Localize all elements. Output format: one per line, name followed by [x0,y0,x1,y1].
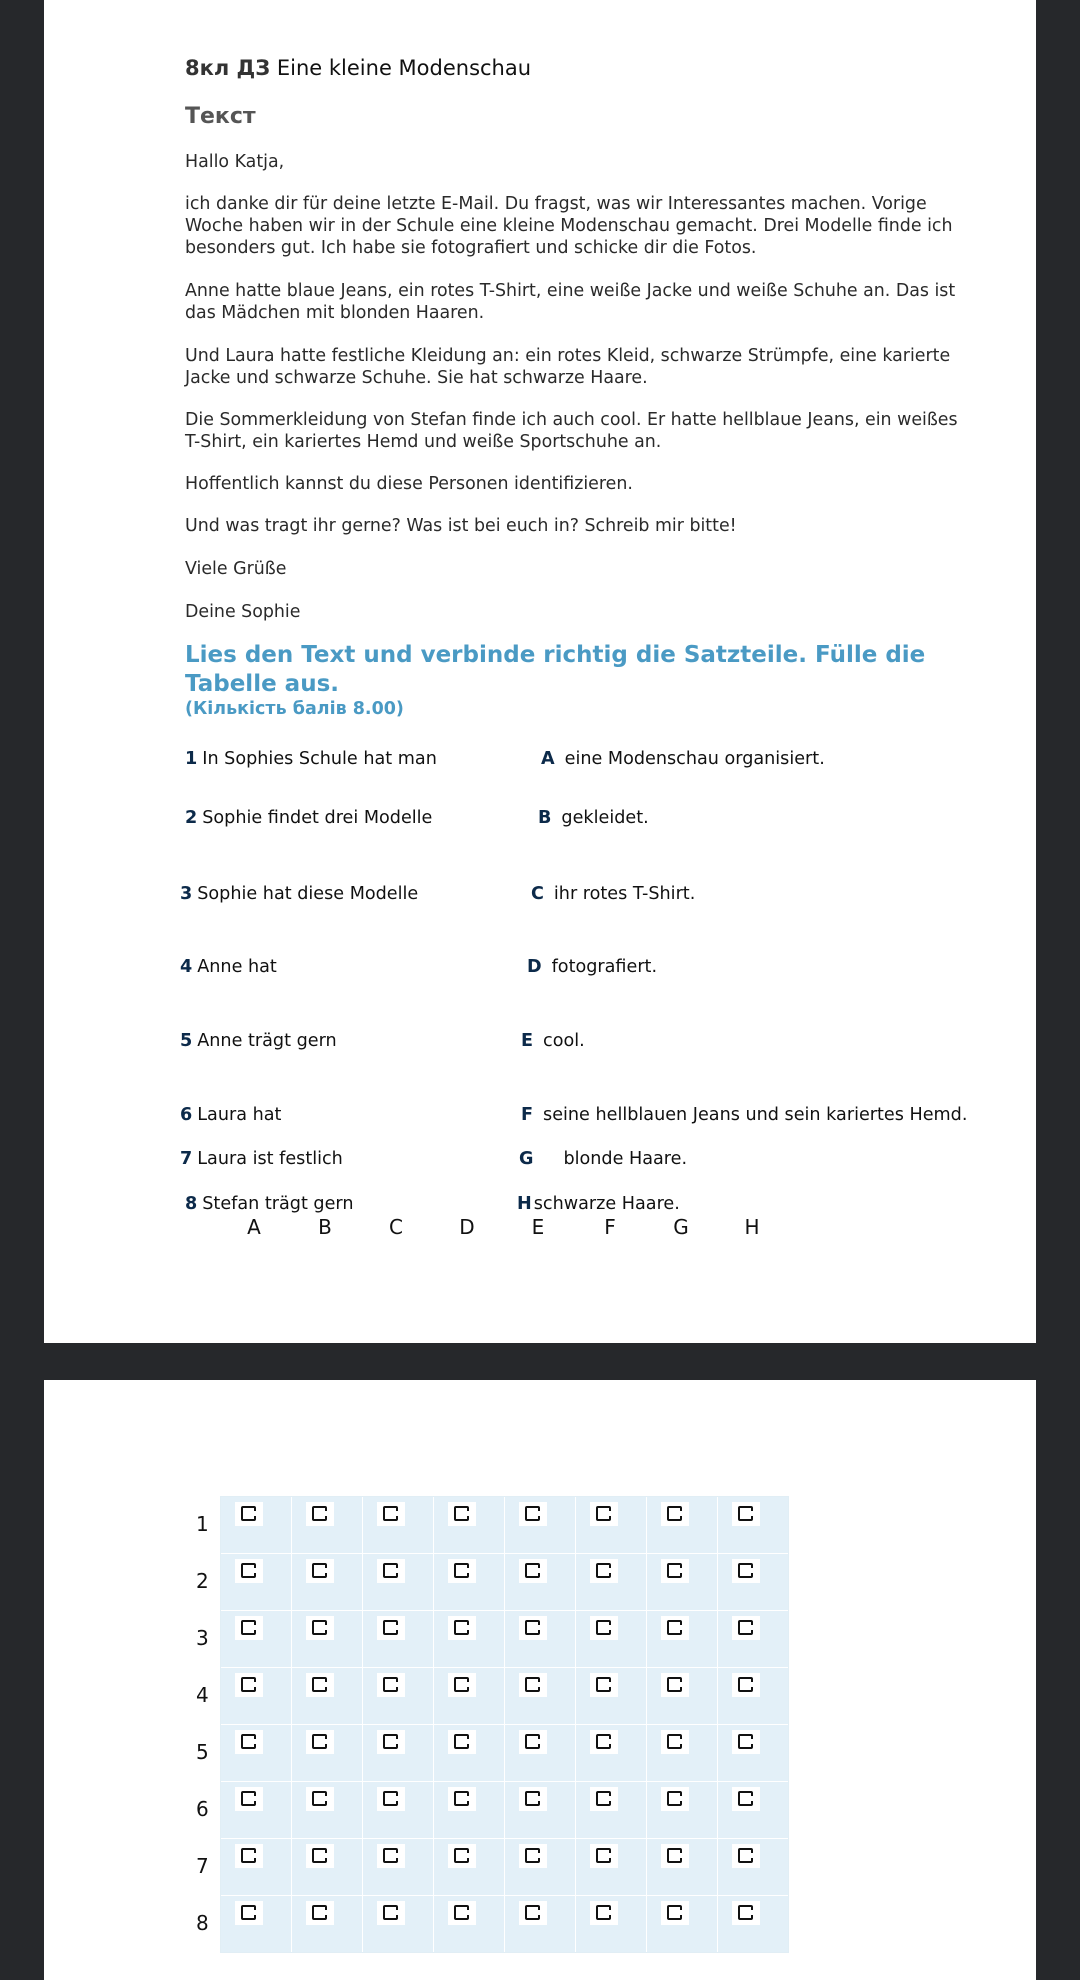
match-right-item: B gekleidet. [538,808,649,828]
answer-checkbox[interactable] [732,1901,760,1925]
letter-paragraph: Und Laura hatte festliche Kleidung an: ein rotes Kleid, schwarze Strümpfe, eine karierte Jacke und schwarze Schuhe. Sie hat schwarze Haare. [185,346,951,388]
answer-checkbox[interactable] [306,1844,334,1868]
checkbox-icon [667,1905,682,1920]
task-points: (Кількість балів 8.00) [185,699,404,719]
answer-cell [576,1896,646,1952]
checkbox-icon [312,1563,327,1578]
checkbox-icon [596,1848,611,1863]
checkbox-icon [454,1506,469,1521]
checkbox-icon [454,1905,469,1920]
row-number: 1 [196,1512,209,1536]
checkbox-icon [667,1677,682,1692]
answer-checkbox[interactable] [732,1616,760,1640]
match-left-item: 3 Sophie hat diese Modelle [180,884,419,904]
match-right-item: A eine Modenschau organisiert. [541,749,825,769]
letter-paragraph: ich danke dir für deine letzte E-Mail. Du fragst, was wir Interessantes machen. Vorige Woche haben wir in der Schule eine kleine Modenschau gemacht. Drei Modelle finde ich besonders gut. Ich habe sie fotografiert und schicke dir die Fotos. [185,194,953,258]
checkbox-icon [667,1506,682,1521]
checkbox-icon [738,1905,753,1920]
answer-checkbox[interactable] [235,1673,263,1697]
answer-cell [576,1497,646,1553]
answer-cell [363,1896,433,1952]
answer-cell [718,1497,788,1553]
answer-checkbox[interactable] [235,1787,263,1811]
checkbox-icon [312,1848,327,1863]
match-right-item: G blonde Haare. [519,1149,688,1169]
answer-cell [647,1668,717,1724]
checkbox-icon [525,1677,540,1692]
answer-checkbox[interactable] [661,1730,689,1754]
row-number: 5 [196,1740,209,1764]
checkbox-icon [596,1506,611,1521]
answer-cell [576,1554,646,1610]
answer-cell [505,1839,575,1895]
row-number: 3 [196,1626,209,1650]
answer-checkbox[interactable] [590,1787,618,1811]
column-letter: B [318,1215,332,1239]
match-right-item: D fotografiert. [527,957,658,977]
checkbox-icon [525,1848,540,1863]
checkbox-icon [738,1677,753,1692]
answer-cell [363,1839,433,1895]
answer-checkbox[interactable] [306,1502,334,1526]
answer-checkbox[interactable] [661,1673,689,1697]
checkbox-icon [383,1905,398,1920]
answer-cell [718,1611,788,1667]
answer-table [220,1496,789,1953]
match-left-item: 8 Stefan trägt gern [185,1194,354,1214]
answer-cell [576,1611,646,1667]
answer-cell [221,1782,291,1838]
answer-checkbox[interactable] [448,1844,476,1868]
checkbox-icon [738,1563,753,1578]
checkbox-icon [738,1791,753,1806]
answer-checkbox[interactable] [661,1616,689,1640]
answer-checkbox[interactable] [732,1673,760,1697]
checkbox-icon [383,1506,398,1521]
match-left-item: 6 Laura hat [180,1105,282,1125]
match-left-item: 1 In Sophies Schule hat man [185,749,437,769]
answer-checkbox[interactable] [519,1844,547,1868]
answer-checkbox[interactable] [235,1502,263,1526]
section-heading: Текст [185,104,256,129]
answer-checkbox[interactable] [519,1559,547,1583]
answer-checkbox[interactable] [306,1673,334,1697]
answer-cell [647,1782,717,1838]
answer-cell [292,1554,362,1610]
checkbox-icon [525,1734,540,1749]
answer-cell [221,1839,291,1895]
answer-cell [363,1611,433,1667]
answer-checkbox[interactable] [590,1559,618,1583]
answer-checkbox[interactable] [306,1730,334,1754]
answer-cell [363,1782,433,1838]
checkbox-icon [667,1791,682,1806]
checkbox-icon [383,1677,398,1692]
checkbox-icon [312,1791,327,1806]
checkbox-icon [454,1563,469,1578]
answer-cell [718,1725,788,1781]
row-number: 7 [196,1854,209,1878]
checkbox-icon [667,1620,682,1635]
answer-cell [718,1668,788,1724]
answer-checkbox[interactable] [732,1502,760,1526]
answer-cell [221,1611,291,1667]
answer-cell [363,1725,433,1781]
answer-cell [576,1668,646,1724]
checkbox-icon [738,1734,753,1749]
answer-checkbox[interactable] [377,1616,405,1640]
checkbox-icon [738,1848,753,1863]
answer-cell [647,1554,717,1610]
column-letter: C [389,1215,403,1239]
answer-cell [221,1668,291,1724]
checkbox-icon [667,1848,682,1863]
checkbox-icon [241,1563,256,1578]
answer-checkbox[interactable] [448,1559,476,1583]
answer-cell [505,1725,575,1781]
letter-closing: Viele Grüße [185,559,287,579]
answer-cell [576,1782,646,1838]
checkbox-icon [454,1677,469,1692]
answer-cell [221,1554,291,1610]
answer-checkbox[interactable] [519,1901,547,1925]
answer-checkbox[interactable] [235,1616,263,1640]
match-left-item: 4 Anne hat [180,957,277,977]
answer-checkbox[interactable] [377,1901,405,1925]
answer-checkbox[interactable] [661,1844,689,1868]
answer-cell [292,1896,362,1952]
answer-checkbox[interactable] [377,1730,405,1754]
column-letter: A [247,1215,261,1239]
checkbox-icon [241,1848,256,1863]
row-number: 2 [196,1569,209,1593]
match-right-item: F seine hellblauen Jeans und sein kariertes Hemd. [521,1105,968,1125]
answer-cell [292,1668,362,1724]
answer-cell [505,1668,575,1724]
answer-checkbox[interactable] [235,1559,263,1583]
answer-cell [434,1611,504,1667]
answer-cell [647,1611,717,1667]
column-letter: G [673,1215,689,1239]
letter-paragraph: Die Sommerkleidung von Stefan finde ich auch cool. Er hatte hellblaue Jeans, ein weißes T-Shirt, ein kariertes Hemd und weiße Sportschuhe an. [185,410,958,452]
answer-checkbox[interactable] [377,1673,405,1697]
answer-cell [718,1554,788,1610]
answer-checkbox[interactable] [448,1787,476,1811]
match-left-item: 7 Laura ist festlich [180,1149,343,1169]
checkbox-icon [596,1620,611,1635]
match-right-item: E cool. [521,1031,585,1051]
letter-signature: Deine Sophie [185,602,301,622]
answer-checkbox[interactable] [235,1901,263,1925]
checkbox-icon [667,1563,682,1578]
task-title: Lies den Text und verbinde richtig die Satzteile. Fülle die Tabelle aus. [185,642,926,697]
answer-checkbox[interactable] [590,1616,618,1640]
answer-checkbox[interactable] [377,1844,405,1868]
page-title: 8кл ДЗ Eine kleine Modenschau [185,56,532,80]
answer-checkbox[interactable] [235,1844,263,1868]
checkbox-icon [241,1620,256,1635]
answer-checkbox[interactable] [235,1730,263,1754]
answer-cell [434,1554,504,1610]
checkbox-icon [383,1563,398,1578]
answer-cell [434,1725,504,1781]
answer-checkbox[interactable] [732,1787,760,1811]
answer-cell [292,1839,362,1895]
answer-cell [221,1896,291,1952]
answer-checkbox[interactable] [590,1502,618,1526]
answer-checkbox[interactable] [306,1616,334,1640]
checkbox-icon [241,1677,256,1692]
checkbox-icon [525,1620,540,1635]
letter-paragraph: Und was tragt ihr gerne? Was ist bei euch in? Schreib mir bitte! [185,516,737,536]
answer-checkbox[interactable] [519,1673,547,1697]
answer-checkbox[interactable] [661,1559,689,1583]
answer-checkbox[interactable] [448,1901,476,1925]
answer-cell [718,1839,788,1895]
checkbox-icon [312,1905,327,1920]
checkbox-icon [454,1620,469,1635]
answer-cell [292,1782,362,1838]
answer-checkbox[interactable] [590,1673,618,1697]
match-left-item: 2 Sophie findet drei Modelle [185,808,433,828]
answer-checkbox[interactable] [519,1502,547,1526]
answer-cell [505,1554,575,1610]
answer-checkbox[interactable] [661,1901,689,1925]
answer-checkbox[interactable] [519,1787,547,1811]
document-page-2 [44,1380,1036,1980]
answer-checkbox[interactable] [377,1559,405,1583]
match-right-item: C ihr rotes T-Shirt. [531,884,696,904]
letter-greeting: Hallo Katja, [185,152,285,172]
checkbox-icon [383,1848,398,1863]
answer-cell [363,1668,433,1724]
answer-checkbox[interactable] [590,1844,618,1868]
checkbox-icon [383,1620,398,1635]
answer-cell [647,1725,717,1781]
answer-cell [363,1554,433,1610]
answer-checkbox[interactable] [732,1730,760,1754]
document-page-1 [44,0,1036,1343]
answer-cell [434,1896,504,1952]
answer-cell [221,1497,291,1553]
column-letter: E [531,1215,545,1239]
answer-cell [292,1611,362,1667]
checkbox-icon [312,1734,327,1749]
checkbox-icon [383,1791,398,1806]
answer-checkbox[interactable] [306,1901,334,1925]
answer-checkbox[interactable] [448,1730,476,1754]
answer-cell [434,1668,504,1724]
answer-checkbox[interactable] [377,1502,405,1526]
answer-cell [434,1839,504,1895]
answer-checkbox[interactable] [732,1559,760,1583]
checkbox-icon [454,1848,469,1863]
answer-cell [718,1896,788,1952]
checkbox-icon [454,1734,469,1749]
answer-cell [576,1725,646,1781]
answer-cell [221,1725,291,1781]
answer-cell [434,1497,504,1553]
checkbox-icon [525,1563,540,1578]
checkbox-icon [312,1506,327,1521]
answer-cell [505,1497,575,1553]
answer-checkbox[interactable] [448,1616,476,1640]
column-letter: H [744,1215,760,1239]
checkbox-icon [383,1734,398,1749]
checkbox-icon [525,1791,540,1806]
answer-checkbox[interactable] [306,1559,334,1583]
checkbox-icon [596,1734,611,1749]
match-right-item: H schwarze Haare. [517,1194,680,1214]
answer-checkbox[interactable] [590,1730,618,1754]
checkbox-icon [596,1905,611,1920]
answer-checkbox[interactable] [732,1844,760,1868]
checkbox-icon [667,1734,682,1749]
answer-cell [505,1896,575,1952]
checkbox-icon [241,1905,256,1920]
checkbox-icon [241,1506,256,1521]
checkbox-icon [241,1791,256,1806]
answer-checkbox[interactable] [590,1901,618,1925]
answer-checkbox[interactable] [661,1787,689,1811]
answer-cell [647,1839,717,1895]
checkbox-icon [596,1563,611,1578]
row-number: 4 [196,1683,209,1707]
answer-cell [576,1839,646,1895]
answer-cell [505,1782,575,1838]
answer-checkbox[interactable] [519,1730,547,1754]
checkbox-icon [596,1791,611,1806]
column-letter: D [459,1215,475,1239]
row-number: 8 [196,1911,209,1935]
checkbox-icon [738,1620,753,1635]
answer-checkbox[interactable] [448,1502,476,1526]
answer-checkbox[interactable] [661,1502,689,1526]
answer-checkbox[interactable] [519,1616,547,1640]
answer-cell [363,1497,433,1553]
answer-cell [647,1497,717,1553]
match-left-item: 5 Anne trägt gern [180,1031,337,1051]
answer-cell [505,1611,575,1667]
checkbox-icon [241,1734,256,1749]
checkbox-icon [738,1506,753,1521]
answer-checkbox[interactable] [448,1673,476,1697]
answer-cell [292,1497,362,1553]
answer-checkbox[interactable] [377,1787,405,1811]
letter-paragraph: Anne hatte blaue Jeans, ein rotes T-Shirt, eine weiße Jacke und weiße Schuhe an. Das ist das Mädchen mit blonden Haaren. [185,281,956,323]
answer-checkbox[interactable] [306,1787,334,1811]
checkbox-icon [312,1677,327,1692]
letter-paragraph: Hoffentlich kannst du diese Personen identifizieren. [185,474,633,494]
checkbox-icon [525,1905,540,1920]
row-number: 6 [196,1797,209,1821]
checkbox-icon [596,1677,611,1692]
answer-cell [718,1782,788,1838]
answer-cell [292,1725,362,1781]
answer-cell [434,1782,504,1838]
checkbox-icon [525,1506,540,1521]
answer-cell [647,1896,717,1952]
checkbox-icon [454,1791,469,1806]
column-letter: F [604,1215,616,1239]
checkbox-icon [312,1620,327,1635]
